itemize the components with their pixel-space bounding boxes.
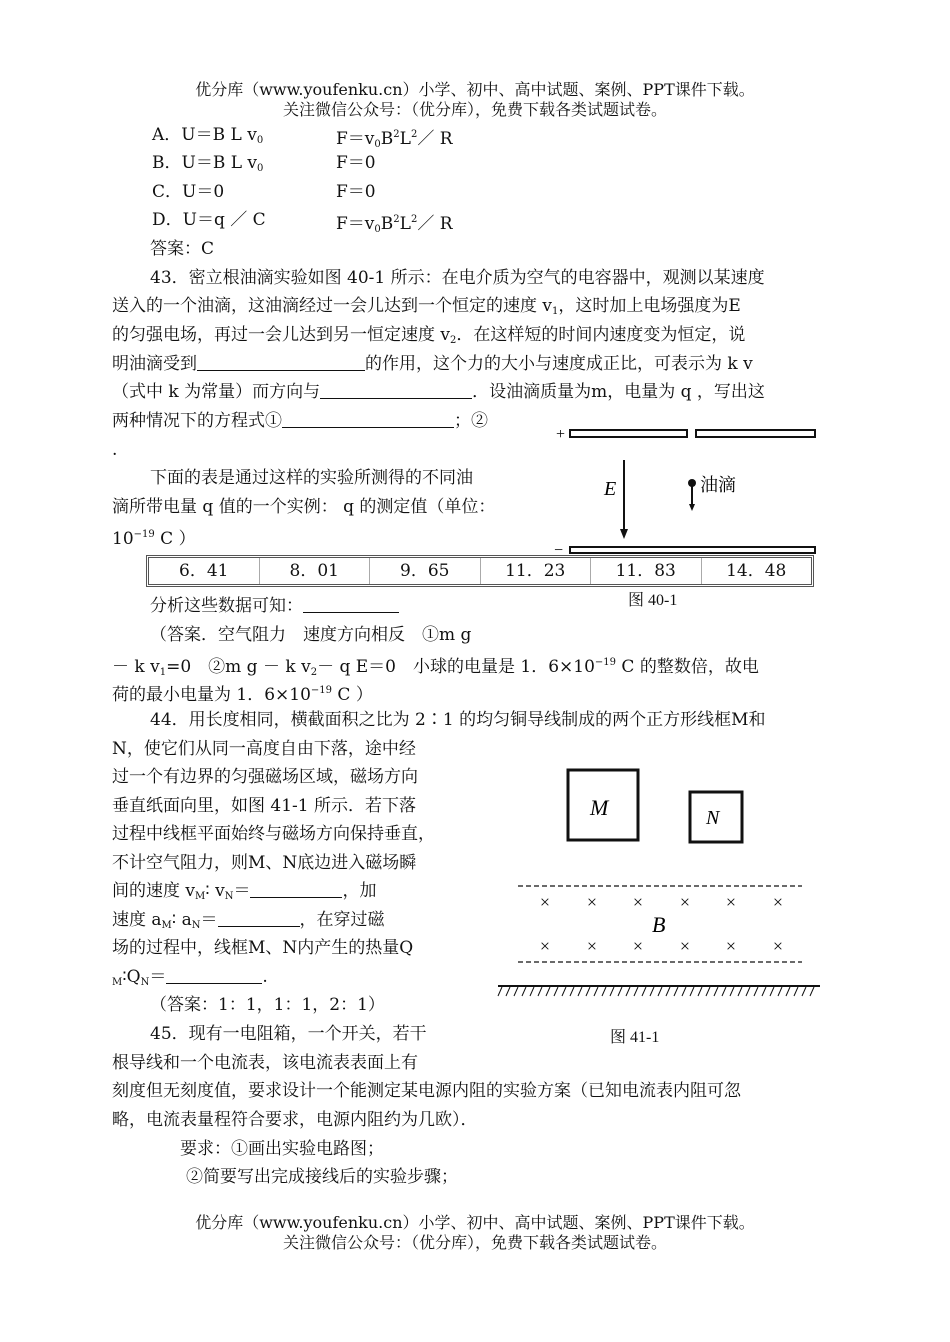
hatch-line (522, 987, 526, 996)
field-cross: × (679, 892, 691, 912)
footer-line-2: 关注微信公众号：（优分库），免费下载各类试题试卷。 (282, 1233, 667, 1252)
q43-line-10: $10^{-19}$ C ） (112, 529, 196, 549)
option-a-force: $F=v_0B^2L^2/$ R (336, 129, 453, 150)
figure-41-1-caption: 图 41-1 (610, 1029, 660, 1046)
q43-line-8: 下面的表是通过这样的实验所测得的不同油 (150, 468, 473, 488)
field-cross: × (725, 892, 737, 912)
answer-blank (282, 411, 454, 428)
hatch-line (802, 987, 806, 996)
table-cell: 14．48 (726, 561, 787, 581)
hatch-line (762, 987, 766, 996)
answer-blank (303, 596, 399, 613)
table-cell: 9．65 (370, 558, 481, 584)
field-cross: × (539, 936, 551, 956)
hatch-line (626, 987, 630, 996)
answer-42: 答案：C (150, 239, 215, 259)
hatch-line (770, 987, 774, 996)
hatch-line (786, 987, 790, 996)
hatch-line (714, 987, 718, 996)
q45-line-1: 45．现有一电阻箱，一个开关，若干 (150, 1024, 427, 1044)
field-cross: × (679, 936, 691, 956)
q45-requirement-1: 要求：①画出实验电路图； (180, 1139, 384, 1159)
q45-line-3: 刻度但无刻度值，要求设计一个能测定某电源内阻的实验方案（已知电流表内阻可忽 (112, 1081, 741, 1101)
q45-line-2: 根导线和一个电流表，该电流表表面上有 (112, 1053, 418, 1073)
q43-answer-2: － k $v_1=0$ ②m g － k $v_2- q$ E＝0 小球的电量是 1．$6\times 10^{-19}$ C 的整数倍，故电 (112, 657, 759, 678)
magnetic-field-diagram (490, 760, 825, 1000)
hatch-line (578, 987, 582, 996)
hatch-line (602, 987, 606, 996)
table-cell: 11．23 (481, 558, 592, 584)
table-cell: 6．41 (149, 558, 260, 584)
hatch-line (810, 987, 814, 996)
field-cross: × (586, 936, 598, 956)
q44-line-2: N，使它们从同一高度自由下落，途中经 (112, 739, 416, 759)
field-cross: × (586, 892, 598, 912)
hatch-line (586, 987, 590, 996)
hatch-line (730, 987, 734, 996)
hatch-line (778, 987, 782, 996)
hatch-line (658, 987, 662, 996)
hatch-line (706, 987, 710, 996)
hatch-line (698, 987, 702, 996)
q43-line-2: 送入的一个油滴，这油滴经过一会儿达到一个恒定的速度 $v_1$，这时加上电场强度为E (112, 296, 741, 317)
q44-line-7: 间的速度 $v_M∶$ $v_N=$ ，加 (112, 881, 377, 902)
option-d-force: $F=v_0B^2L^2/$ R (336, 214, 453, 235)
option-a: A．U＝B L $v_0$ (152, 125, 264, 146)
frame-m-label: M (590, 795, 609, 820)
hatch-line (634, 987, 638, 996)
answer-blank (250, 881, 342, 898)
q44-line-1: 44．用长度相同，横截面积之比为 2∶1 的均匀铜导线制成的两个正方形线框M和 (150, 710, 766, 730)
answer-blank (166, 967, 262, 984)
field-arrow-head (620, 529, 628, 539)
answer-blank (218, 910, 300, 927)
hatch-line (530, 987, 534, 996)
q44-line-6: 不计空气阻力，则M、N底边进入磁场瞬 (112, 853, 417, 873)
minus-sign: − (554, 542, 564, 559)
hatch-line (722, 987, 726, 996)
oil-drop-label: 油滴 (700, 475, 736, 495)
hatch-line (562, 987, 566, 996)
hatch-line (690, 987, 694, 996)
drop-arrow-head (689, 504, 695, 511)
hatch-line (682, 987, 686, 996)
hatch-line (666, 987, 670, 996)
option-c: C．U＝0 (152, 182, 225, 202)
q44-answer: （答案：1：1，1：1，2：1） (150, 995, 385, 1015)
header-line-1: 优分库（www.youfenku.cn）小学、初中、高中试题、案例、PPT课件下载。 (195, 80, 755, 99)
q43-answer-3: 荷的最小电量为 1．$6\times 10^{-19}$ C ） (112, 685, 373, 705)
table-cell: 8．01 (260, 558, 371, 584)
q45-line-4: 略，电流表量程符合要求，电源内阻约为几欧）． (112, 1110, 478, 1130)
q43-line-3: 的匀强电场，再过一会儿达到另一恒定速度 $v_2$．在这样短的时间内速度变为恒定，说 (112, 325, 746, 346)
q44-line-3: 过一个有边界的匀强磁场区域，磁场方向 (112, 767, 418, 787)
hatch-line (570, 987, 574, 996)
q44-line-8: 速度 $a_M∶$ $a_N=$ ，在穿过磁 (112, 910, 385, 931)
hatch-line (514, 987, 518, 996)
answer-blank (197, 354, 365, 371)
hatch-line (554, 987, 558, 996)
field-cross: × (632, 892, 644, 912)
table-cell: 11．83 (591, 558, 702, 584)
option-c-force: F＝0 (336, 182, 376, 202)
hatch-line (754, 987, 758, 996)
upper-plate-left (570, 430, 687, 437)
q45-requirement-2: ②简要写出完成接线后的实验步骤； (186, 1167, 458, 1187)
hatch-line (674, 987, 678, 996)
plus-sign: + (556, 426, 566, 443)
q43-line-1: 43．密立根油滴实验如图 40-1 所示：在电介质为空气的电容器中，观测以某速度 (150, 268, 765, 288)
upper-plate-right (696, 430, 815, 437)
header-line-2: 关注微信公众号：（优分库），免费下载各类试题试卷。 (282, 100, 667, 119)
footer-line-1: 优分库（www.youfenku.cn）小学、初中、高中试题、案例、PPT课件下载。 (195, 1213, 755, 1232)
field-cross: × (632, 936, 644, 956)
answer-blank (320, 382, 472, 399)
q43-analysis: 分析这些数据可知： (150, 595, 399, 617)
hatch-line (498, 987, 502, 996)
hatch-line (594, 987, 598, 996)
capacitor-diagram (550, 425, 830, 560)
hatch-line (642, 987, 646, 996)
hatch-line (738, 987, 742, 996)
field-label-e: E (604, 478, 617, 500)
option-d: D．U＝q ／ C (152, 210, 266, 230)
option-b: B．U＝B L $v_0$ (152, 153, 264, 174)
q43-line-4: 明油滴受到 的作用，这个力的大小与速度成正比，可表示为 k v (112, 354, 753, 374)
q43-line-7: . (112, 440, 118, 460)
field-cross: × (772, 892, 784, 912)
field-label-b: B (652, 912, 666, 937)
q44-line-9: 场的过程中，线框M、N内产生的热量Q (112, 938, 414, 958)
ground-hatching (498, 987, 814, 996)
frame-n-label: N (706, 807, 720, 829)
q43-line-6: 两种情况下的方程式① ；② (112, 411, 488, 431)
q44-line-10: $_M∶Q_N=$ . (112, 967, 268, 988)
q44-line-5: 过程中线框平面始终与磁场方向保持垂直， (112, 824, 435, 844)
hatch-line (746, 987, 750, 996)
field-cross: × (725, 936, 737, 956)
hatch-line (506, 987, 510, 996)
field-cross: × (539, 892, 551, 912)
hatch-line (794, 987, 798, 996)
hatch-line (546, 987, 550, 996)
hatch-line (650, 987, 654, 996)
q44-line-4: 垂直纸面向里，如图 41-1 所示．若下落 (112, 796, 416, 816)
lower-plate (570, 547, 815, 553)
q43-line-5: （式中 k 为常量）而方向与 ．设油滴质量为m，电量为 q ，写出这 (112, 382, 765, 402)
hatch-line (610, 987, 614, 996)
hatch-line (618, 987, 622, 996)
figure-40-1-caption: 图 40-1 (628, 592, 678, 609)
field-cross: × (772, 936, 784, 956)
charge-table (146, 555, 814, 587)
q43-line-9: 滴所带电量 q 值的一个实例： q 的测定值（单位： (112, 497, 496, 517)
hatch-line (538, 987, 542, 996)
q43-answer-1: （答案．空气阻力 速度方向相反 ①m g (150, 625, 472, 645)
option-b-force: F＝0 (336, 153, 376, 173)
